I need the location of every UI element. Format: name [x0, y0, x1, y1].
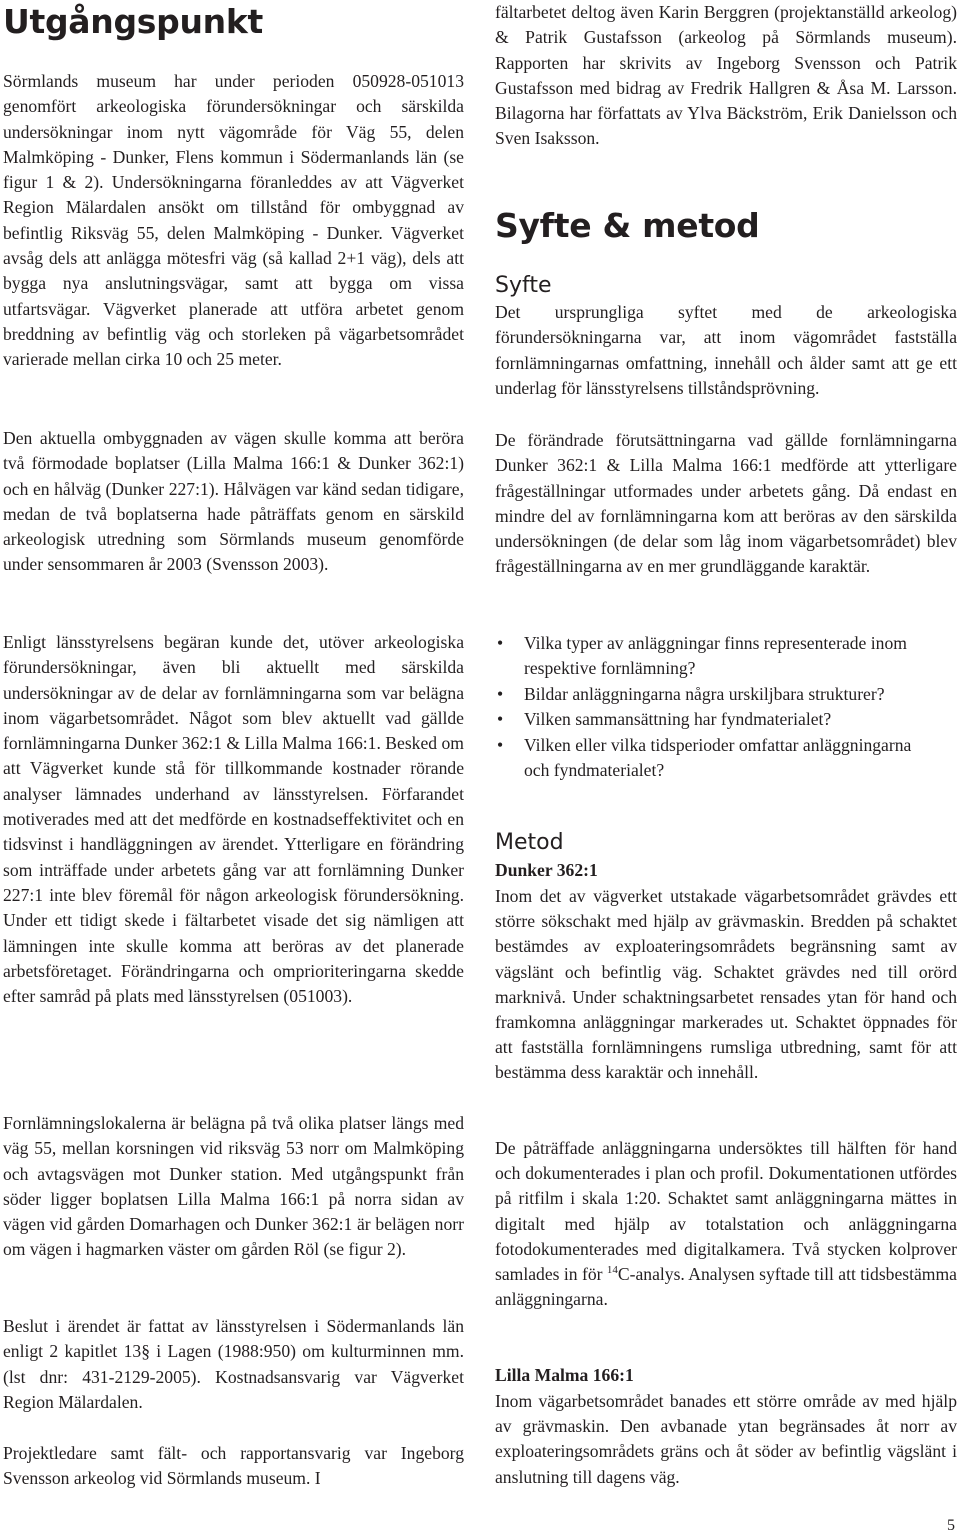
page-number: 5 [947, 1517, 955, 1534]
location-paragraph: Fornlämningslokalerna är belägna på två olika platser längs med väg 55, mellan korsningen vid riksväg 53 norr om Malmköping och avtagsvägen mot Dunker station. Med utgångspunkt från söder ligger boplatsen Lilla Malma 166:1 på norra sidan av vägen vid gården Domarhagen och Dunker 362:1 är belägen norr om vägen i hagmarken väster om gården Röl (se figur 2). [3, 1113, 464, 1260]
chapter-heading: Utgångspunkt [3, 2, 263, 41]
lilla-malma-paragraph: Inom vägarbetsområdet banades ett större område av med hjälp av grävmaskin. Den avbanade ytan begränsades åt norr av exploateringsområdets gräns och åt söder av befintlig vägslänt i anslutning till dagens väg. [495, 1391, 957, 1487]
question-text: Vilken eller vilka tidsperioder omfattar anläggningarna och fyndmaterialet? [524, 734, 912, 781]
research-questions-list [495, 631, 957, 783]
list-item [495, 733, 957, 784]
list-item [495, 707, 957, 732]
intro-paragraph: Sörmlands museum har under perioden 050928-051013 genomfört arkeologiska förundersökningar och särskilda undersökningar inom nytt vägområde för Väg 55, delen Malmköping - Dunker, Flens kommun i Södermanlands län (se figur 1 & 2). Undersökningarna föranleddes av att Vägverket Region Mälardalen ansökt om tillstånd för ombyggnad av befintlig Riksväg 55, delen Malmköping - Dunker. Vägverket avsåg dels att anlägga mötesfri väg (så kallad 2+1 väg), dels att bygga nya anslutningsvägar, samt att bygga om vissa utfartsvägar. Vägverket planerade att utföra arbetet genom breddning av befintlig väg och storleken på vägarbetsområdet varierade mellan cirka 10 och 25 meter. [3, 71, 464, 370]
bullet-icon: • [497, 633, 504, 653]
continuation-paragraph: fältarbetet deltog även Karin Berggren (projektanställd arkeolog) & Patrik Gustafsson (arkeolog på Sörmlands museum). Rapporten har skrivits av Ingeborg Svensson och Patrik Gustafsson med bidrag av Fredrik Hallgren & Åsa M. Larsson. Bilagorna har författats av Ylva Bäckström, Erik Danielsson och Sven Isaksson. [495, 2, 957, 149]
decision-paragraph: Beslut i ärendet är fattat av länsstyrelsen i Södermanlands län enligt 2 kapitlet 13§ i Lagen (1988:950) om kulturminnen mm. (lst dnr: 431-2129-2005). Kostnadsansvarig var Vägverket Region Mälardalen. [3, 1316, 464, 1412]
syfte-heading: Syfte [495, 273, 552, 298]
question-text: Vilken sammansättning har fyndmaterialet? [524, 709, 832, 730]
purpose-paragraph: Det ursprungliga syftet med de arkeologiska förundersökningarna var, att inom vägområdet fastställa fornlämningarnas omfattning, innehåll och ålder samt att ge ett underlag för länsstyrelsens tillståndsprövning. [495, 302, 957, 398]
question-text: Vilka typer av anläggningar finns representerade inom respektive fornlämning? [524, 633, 907, 679]
bullet-icon: • [497, 683, 504, 704]
bullet-icon: • [497, 709, 504, 730]
metod-heading: Metod [495, 830, 564, 855]
dunker-heading: Dunker 362:1 [495, 860, 598, 880]
question-text: Bildar anläggningarna några urskiljbara strukturer? [524, 683, 885, 704]
section-heading: Syfte & metod [495, 206, 760, 245]
dunker-documentation-paragraph: De påträffade anläggningarna undersöktes till hälften för hand och dokumenterades i plan och profil. Dokumentationen utfördes på ritfilm i skala 1:20. Schaktet samt anläggningarna mättes in digitalt med hjälp av totalstation och anläggningarna fotodokumenterades med digitalkamera. Två stycken kolprover samlades in för $^{14}$C-analys. Analysen syftade till att tidsbestämma anläggningarna. [495, 1138, 957, 1310]
sites-paragraph: Den aktuella ombyggnaden av vägen skulle komma att beröra två förmodade boplatser (Lilla Malma 166:1 & Dunker 362:1) och en hålväg (Dunker 227:1). Hålvägen var känd sedan tidigare, medan de två boplatserna hade påträffats genom en särskild arkeologisk utredning som Sörmlands museum genomförde under sensommaren år 2003 (Svensson 2003). [3, 428, 464, 575]
project-lead-paragraph: Projektledare samt fält- och rapportansvarig var Ingeborg Svensson arkeolog vid Sörmlands museum. I [3, 1443, 464, 1489]
lilla-malma-heading: Lilla Malma 166:1 [495, 1365, 634, 1385]
isotope-superscript: 14 [606, 1264, 618, 1277]
list-item [495, 631, 957, 682]
changed-conditions-paragraph: De förändrade förutsättningarna vad gällde fornlämningarna Dunker 362:1 & Lilla Malma 166:1 medförde att ytterligare frågeställningar utformades under arbetets gång. Då endast en mindre del av fornlämningarna kom att beröras av den särskilda undersökningen (de delar som låg inom vägarbetsområdet) blev frågeställningarna av en mer grundläggande karaktär. [495, 430, 957, 577]
dunker-excavation-paragraph: Inom det av vägverket utstakade vägarbetsområdet grävdes ett större sökschakt med hjälp av grävmaskin. Bredden på schaktet bestämdes av exploateringsområdets begränsning samt av vägslänt och befintlig väg. Schaktet grävdes ned till orörd marknivå. Under schaktningsarbetet rensades ytan för hand och framkomna anläggningar markerades ut. Schaktet öppnades för att fastställa fornlämningens rumsliga utbredning, samt för att bestämma dess karaktär och innehåll. [495, 886, 957, 1083]
bullet-icon: • [497, 734, 504, 755]
list-item [495, 682, 957, 707]
county-request-paragraph: Enligt länsstyrelsens begäran kunde det, utöver arkeologiska förundersökningar, även bli aktuellt med särskilda undersökningar av de delar av fornlämningarna som var belägna inom vägarbetsområdet. Något som blev aktuellt vad gällde fornlämningarna Dunker 362:1 & Lilla Malma 166:1. Besked om att Vägverket kunde stå för tillkommande kostnader rörande analyser lämnades underhand av länsstyrelsen. Förfarandet motiverades med att det medförde en kostnadseffektivitet och en tidsvinst i handläggningen av ärendet. Ytterligare en förändring som inträffade under arbetets gång var att fornlämning Dunker 227:1 inte blev föremål för någon arkeologisk förundersökning. Under ett tidigt skede i fältarbetet visade det sig nämligen att lämningen inte skulle komma att beröras av det planerade arbetsföretaget. Förändringarna och omprioriteringarna skedde efter samråd på plats med länsstyrelsen (051003). [3, 632, 464, 1007]
